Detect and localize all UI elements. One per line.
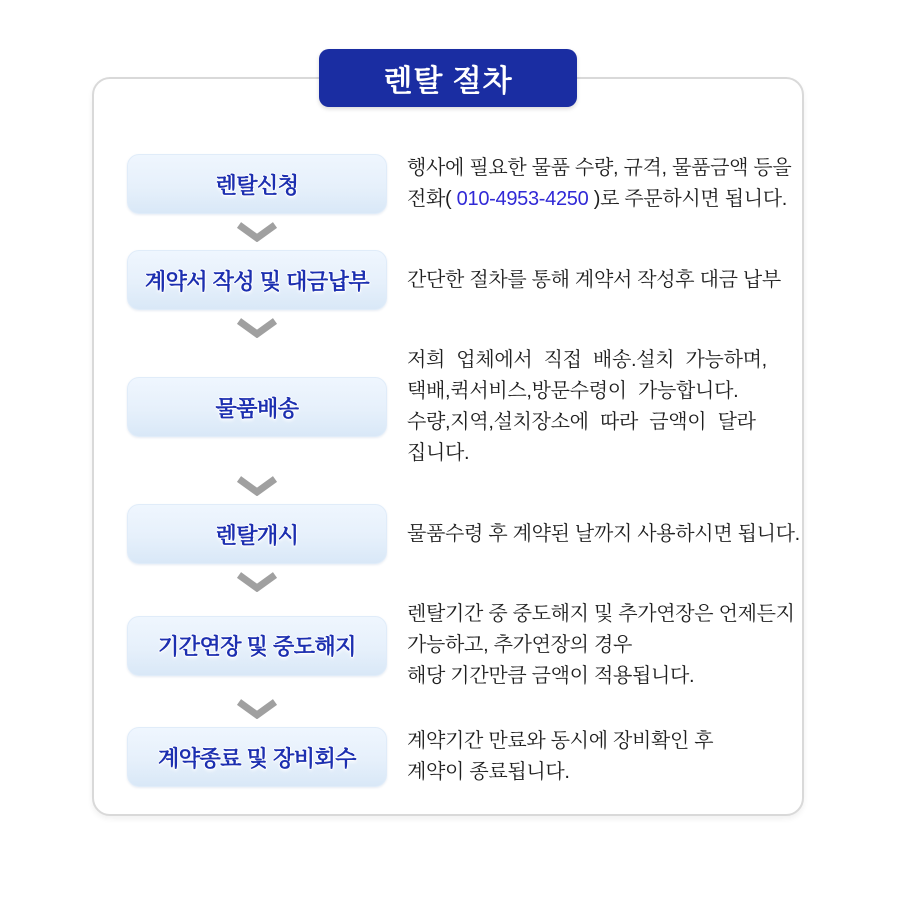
phone-suffix: )로 주문하시면 됩니다. [588, 188, 788, 210]
step-button-contract-end: 계약종료 및 장비회수 [127, 727, 387, 787]
description-line: 가능하고, 추가연장의 경우 [407, 634, 632, 656]
chevron-down-icon [127, 318, 387, 338]
step-row-rental-start [127, 503, 800, 565]
description-line: 계약이 종료됩니다. [407, 761, 570, 783]
step-button-rental-start: 렌탈개시 [127, 504, 387, 564]
phone-number: 010-4953-4250 [456, 188, 589, 210]
description-line: 해당 기간만큼 금액이 적용됩니다. [407, 665, 695, 687]
phone-line [407, 184, 791, 215]
rental-procedure-card [92, 65, 804, 816]
step-description-extension-termination [387, 599, 795, 692]
step-description-contract-end [387, 726, 778, 788]
phone-prefix: 전화( [407, 188, 457, 210]
page-title: 렌탈 절차 [319, 49, 577, 107]
description-line: 집니다. [407, 442, 470, 464]
step-row-delivery [127, 345, 778, 469]
step-row-contract-payment [127, 249, 781, 311]
step-row-extension-termination [127, 599, 795, 692]
step-row-rental-apply [127, 153, 792, 215]
chevron-down-icon [127, 476, 387, 496]
description-line: 렌탈기간 중 중도해지 및 추가연장은 언제든지 [407, 603, 795, 625]
description-line: 계약기간 만료와 동시에 장비확인 후 [407, 730, 714, 752]
step-description-contract-payment [387, 265, 781, 296]
description-line: 수량,지역,설치장소에 따라 금액이 달라 [407, 411, 756, 433]
description-line: 행사에 필요한 물품 수량, 규격, 물품금액 등을 [407, 157, 792, 179]
description-line: 택배,퀵서비스,방문수령이 가능합니다. [407, 380, 739, 402]
chevron-down-icon [127, 699, 387, 719]
chevron-down-icon [127, 572, 387, 592]
step-row-contract-end [127, 726, 778, 788]
description-line: 물품수령 후 계약된 날까지 사용하시면 됩니다. [407, 522, 800, 545]
chevron-down-icon [127, 222, 387, 242]
description-line: 저희 업체에서 직접 배송.설치 가능하며, [407, 349, 767, 371]
step-button-rental-apply: 렌탈신청 [127, 154, 387, 214]
step-description-rental-apply [387, 153, 791, 215]
step-button-contract-payment: 계약서 작성 및 대금납부 [127, 250, 387, 310]
step-button-extension-termination: 기간연장 및 중도해지 [127, 616, 387, 676]
step-description-delivery [387, 345, 778, 469]
step-button-delivery: 물품배송 [127, 377, 387, 437]
description-line: 간단한 절차를 통해 계약서 작성후 대금 납부 [407, 268, 781, 291]
step-description-rental-start [387, 519, 800, 550]
